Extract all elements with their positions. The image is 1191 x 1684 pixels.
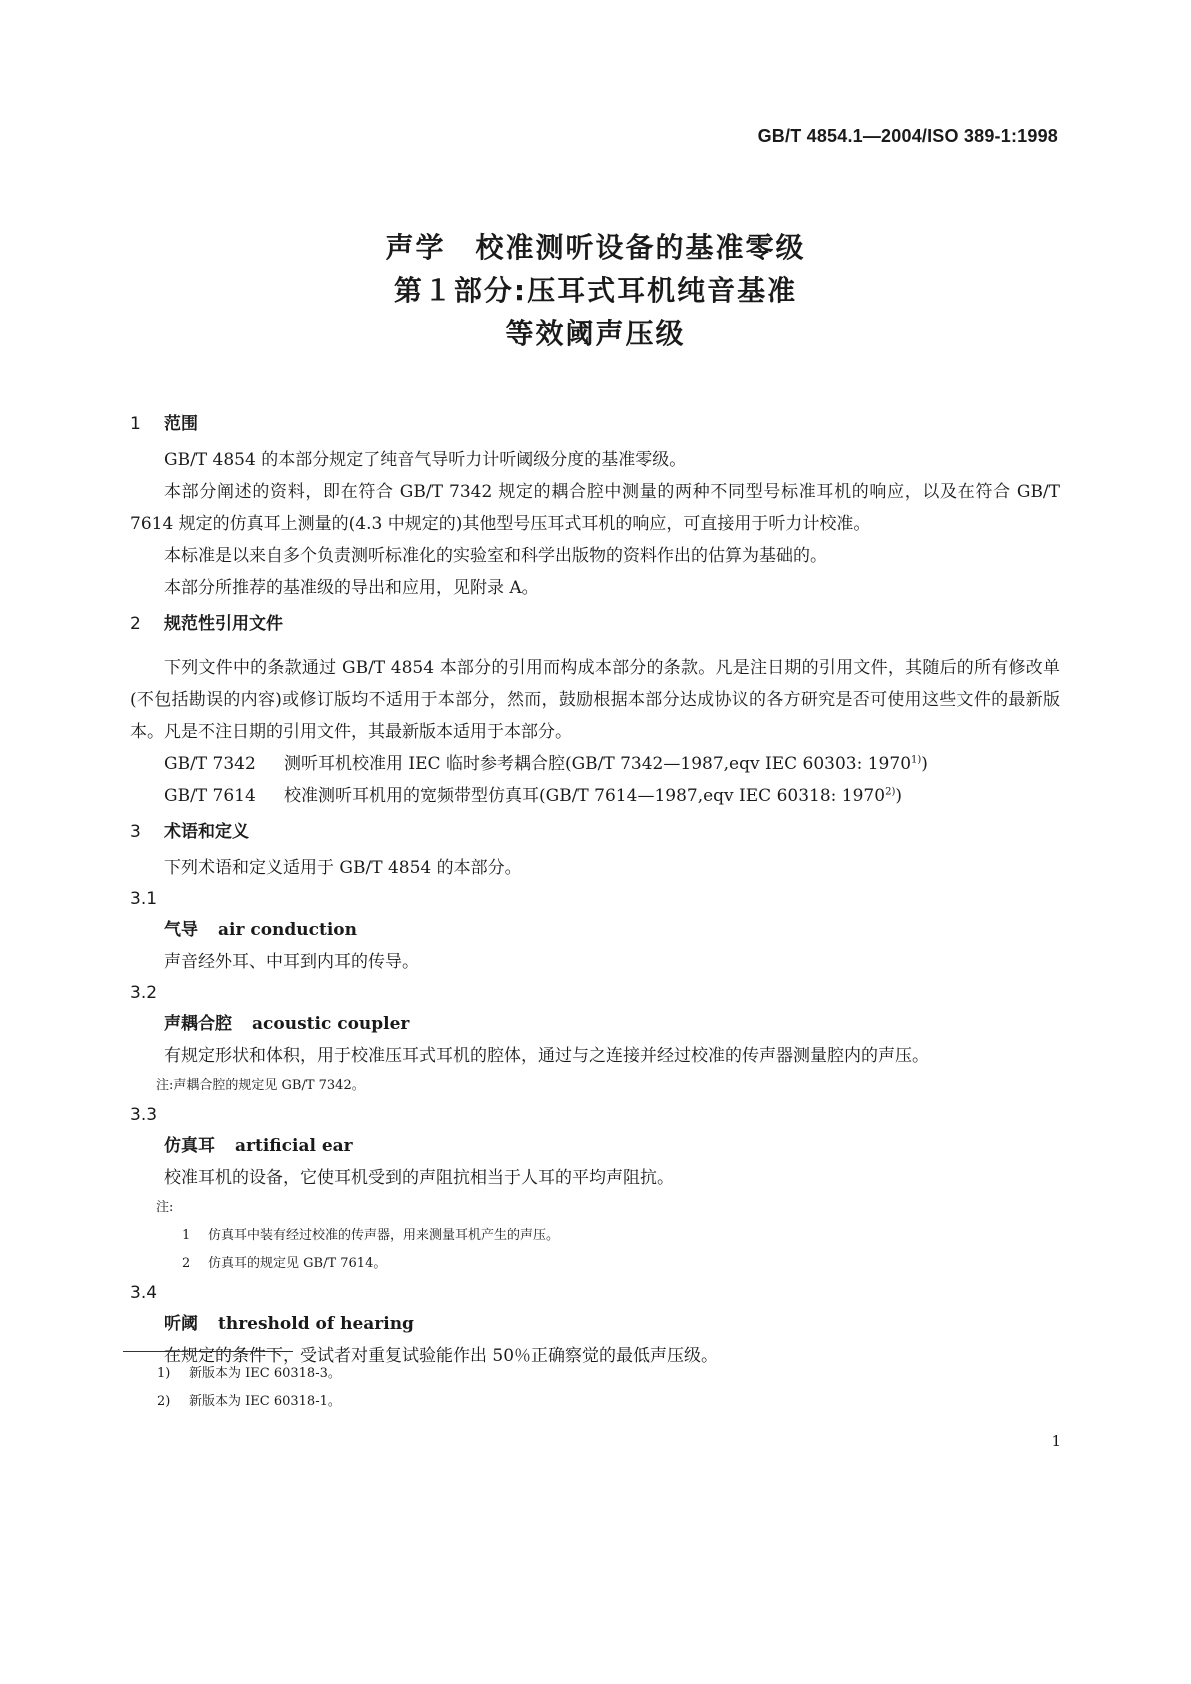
footnote-separator [123,1351,293,1352]
section-3-heading [130,818,1060,846]
footnote-text: 新版本为 IEC 60318-3。 [189,1366,341,1381]
subclause-number: 3.3 [130,1105,158,1125]
reference-title: 校准测听耳机用的宽频带型仿真耳(GB/T 7614—1987,eqv IEC 60318: 1970 [284,786,886,806]
term-entry [130,1130,1060,1162]
term-english: threshold of hearing [218,1314,414,1334]
section-1-heading [130,410,1060,438]
note-label: 注: [156,1200,174,1215]
term-entry [130,914,1060,946]
note-item-number: 1 [182,1228,191,1243]
footnote-text: 新版本为 IEC 60318-1。 [189,1394,341,1409]
term-definition: 校准耳机的设备，它使耳机受到的声阻抗相当于人耳的平均声阻抗。 [164,1168,674,1188]
title-line-3: 等效阈声压级 [505,317,686,350]
footnotes [157,1360,341,1416]
subclause-number: 3.1 [130,889,158,909]
reference-close: ) [895,786,902,806]
section-number: 1 [130,414,141,434]
note: 注:声耦合腔的规定见 GB/T 7342。 [156,1078,365,1093]
standard-code: GB/T 4854.1—2004/ISO 389-1:1998 [757,126,1058,146]
page-number: 1 [1051,1432,1061,1450]
reference-code: GB/T 7342 [164,754,256,774]
paragraph: 下列文件中的条款通过 GB/T 4854 本部分的引用而构成本部分的条款。凡是注日期的引用文件，其随后的所有修改单(不包括勘误的内容)或修订版均不适用于本部分，然而，鼓励根据本部分达成协议的各方研究是否可使用这些文件的最新版本。凡是不注日期的引用文件，其最新版本适用于本部分。 [130,658,1060,742]
footnote [157,1388,341,1416]
reference-title: 测听耳机校准用 IEC 临时参考耦合腔(GB/T 7342—1987,eqv IEC 60303: 1970 [284,754,912,774]
section-number: 3 [130,822,141,842]
term-definition: 有规定形状和体积，用于校准压耳式耳机的腔体，通过与之连接并经过校准的传声器测量腔内的声压。 [164,1046,929,1066]
term-definition: 声音经外耳、中耳到内耳的传导。 [164,952,419,972]
term-chinese: 听阈 [164,1314,198,1334]
term-entry [130,1308,1060,1340]
normative-reference [130,748,1060,780]
section-2-heading [130,610,1060,638]
reference-code: GB/T 7614 [164,786,256,806]
term-definition: 在规定的条件下，受试者对重复试验能作出 50％正确察觉的最低声压级。 [164,1346,719,1366]
term-entry [130,1008,1060,1040]
note-item-number: 2 [182,1256,191,1271]
footnote-marker: 2) [885,786,896,798]
footnote-marker: 1) [911,754,922,766]
term-english: acoustic coupler [252,1014,410,1034]
term-chinese: 仿真耳 [164,1136,215,1156]
paragraph: 下列术语和定义适用于 GB/T 4854 的本部分。 [164,858,522,878]
title-line-2: 第１部分:压耳式耳机纯音基准 [393,274,798,307]
term-chinese: 气导 [164,920,198,940]
subclause-number: 3.4 [130,1283,158,1303]
term-english: artificial ear [235,1136,353,1156]
paragraph: 本部分所推荐的基准级的导出和应用，见附录 A。 [164,578,539,598]
section-title: 规范性引用文件 [164,614,283,634]
note-item [130,1250,1060,1278]
footnote-number: 2) [157,1394,171,1409]
subclause-number: 3.2 [130,983,158,1003]
note-item [130,1222,1060,1250]
note-item-text: 仿真耳中装有经过校准的传声器，用来测量耳机产生的声压。 [208,1228,560,1243]
term-chinese: 声耦合腔 [164,1014,232,1034]
title-line-1: 声学 校准测听设备的基准零级 [385,231,806,264]
document-body [130,410,1060,1372]
section-title: 术语和定义 [164,822,249,842]
footnote-number: 1) [157,1366,171,1381]
section-number: 2 [130,614,141,634]
note-item-text: 仿真耳的规定见 GB/T 7614。 [208,1256,387,1271]
normative-reference [130,780,1060,812]
paragraph: 本标准是以来自多个负责测听标准化的实验室和科学出版物的资料作出的估算为基础的。 [164,546,827,566]
term-english: air conduction [218,920,358,940]
paragraph: 本部分阐述的资料，即在符合 GB/T 7342 规定的耦合腔中测量的两种不同型号标准耳机的响应，以及在符合 GB/T 7614 规定的仿真耳上测量的(4.3 中规定的)其他型号压耳式耳机的响应，可直接用于听力计校准。 [130,482,1060,534]
section-title: 范围 [164,414,198,434]
footnote [157,1360,341,1388]
paragraph: GB/T 4854 的本部分规定了纯音气导听力计听阈级分度的基准零级。 [164,450,687,470]
reference-close: ) [921,754,928,774]
document-title [0,226,1191,355]
